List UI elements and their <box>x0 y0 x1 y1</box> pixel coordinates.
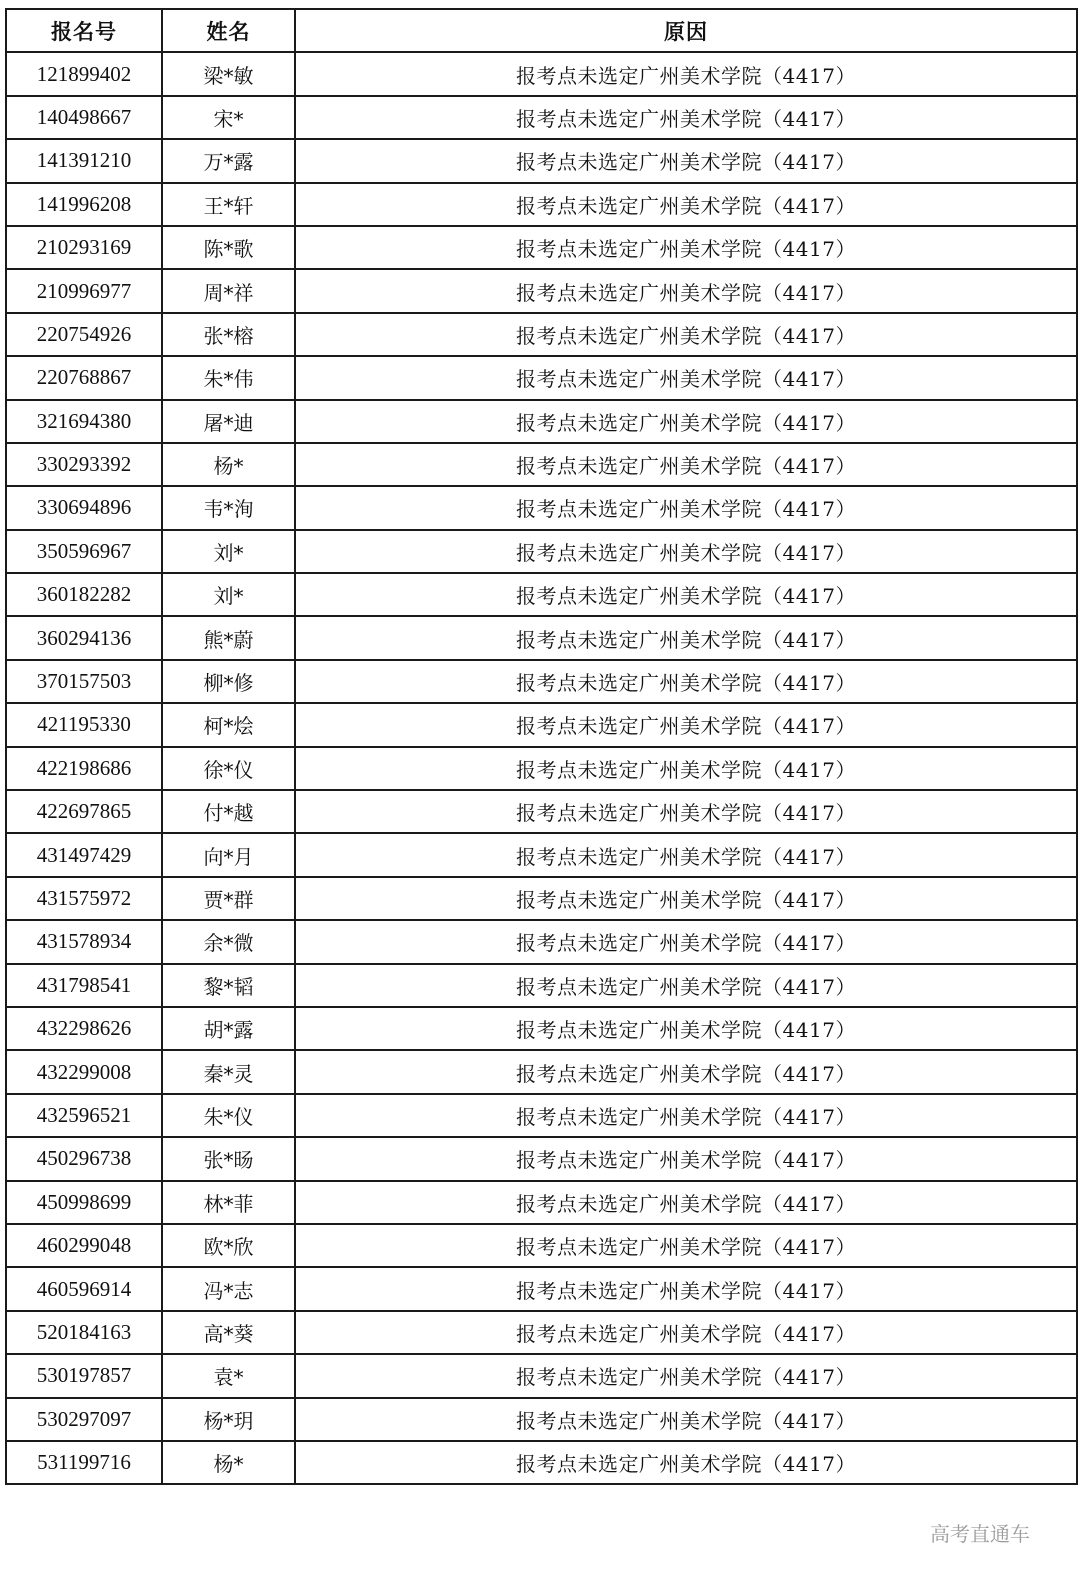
registration-number-cell: 431575972 <box>6 877 162 920</box>
reason-cell: 报考点未选定广州美术学院（4417） <box>295 443 1077 486</box>
reason-cell: 报考点未选定广州美术学院（4417） <box>295 747 1077 790</box>
table-row <box>6 703 1077 746</box>
registration-number-cell: 460299048 <box>6 1224 162 1267</box>
name-cell: 欧*欣 <box>162 1224 295 1267</box>
name-cell: 朱*伟 <box>162 356 295 399</box>
name-cell: 刘* <box>162 530 295 573</box>
reason-cell: 报考点未选定广州美术学院（4417） <box>295 573 1077 616</box>
table-row <box>6 747 1077 790</box>
registration-number-cell: 141996208 <box>6 183 162 226</box>
name-cell: 黎*韬 <box>162 964 295 1007</box>
reason-cell: 报考点未选定广州美术学院（4417） <box>295 1354 1077 1397</box>
registration-number-cell: 432596521 <box>6 1094 162 1137</box>
name-cell: 张*旸 <box>162 1137 295 1180</box>
name-cell: 刘* <box>162 573 295 616</box>
registration-number-cell: 450296738 <box>6 1137 162 1180</box>
name-cell: 梁*敏 <box>162 52 295 95</box>
header-reason: 原因 <box>295 9 1077 52</box>
reason-cell: 报考点未选定广州美术学院（4417） <box>295 1137 1077 1180</box>
registration-number-cell: 330694896 <box>6 486 162 529</box>
name-cell: 冯*志 <box>162 1267 295 1310</box>
name-cell: 陈*歌 <box>162 226 295 269</box>
name-cell: 王*轩 <box>162 183 295 226</box>
table-row <box>6 790 1077 833</box>
table-row <box>6 1441 1077 1484</box>
table-row <box>6 443 1077 486</box>
name-cell: 杨*玥 <box>162 1398 295 1441</box>
table-row <box>6 226 1077 269</box>
registration-number-cell: 141391210 <box>6 139 162 182</box>
reason-cell: 报考点未选定广州美术学院（4417） <box>295 183 1077 226</box>
reason-cell: 报考点未选定广州美术学院（4417） <box>295 833 1077 876</box>
name-cell: 贾*群 <box>162 877 295 920</box>
registration-number-cell: 321694380 <box>6 400 162 443</box>
reason-cell: 报考点未选定广州美术学院（4417） <box>295 616 1077 659</box>
registration-number-cell: 422198686 <box>6 747 162 790</box>
registration-number-cell: 520184163 <box>6 1311 162 1354</box>
reason-cell: 报考点未选定广州美术学院（4417） <box>295 1311 1077 1354</box>
registration-number-cell: 360182282 <box>6 573 162 616</box>
reason-cell: 报考点未选定广州美术学院（4417） <box>295 964 1077 1007</box>
table-row <box>6 530 1077 573</box>
table-row <box>6 1137 1077 1180</box>
table-row <box>6 964 1077 1007</box>
registration-number-cell: 431497429 <box>6 833 162 876</box>
name-cell: 胡*露 <box>162 1007 295 1050</box>
table-row <box>6 356 1077 399</box>
reason-cell: 报考点未选定广州美术学院（4417） <box>295 52 1077 95</box>
name-cell: 韦*洵 <box>162 486 295 529</box>
reason-cell: 报考点未选定广州美术学院（4417） <box>295 1267 1077 1310</box>
registration-number-cell: 460596914 <box>6 1267 162 1310</box>
name-cell: 秦*灵 <box>162 1050 295 1093</box>
table-row <box>6 660 1077 703</box>
table-row <box>6 877 1077 920</box>
table-row <box>6 1007 1077 1050</box>
table-row <box>6 1181 1077 1224</box>
reason-cell: 报考点未选定广州美术学院（4417） <box>295 400 1077 443</box>
table-row <box>6 183 1077 226</box>
name-cell: 屠*迪 <box>162 400 295 443</box>
registration-number-cell: 140498667 <box>6 96 162 139</box>
table-row <box>6 616 1077 659</box>
name-cell: 杨* <box>162 443 295 486</box>
reason-cell: 报考点未选定广州美术学院（4417） <box>295 313 1077 356</box>
table-header <box>6 9 1077 52</box>
reason-cell: 报考点未选定广州美术学院（4417） <box>295 1398 1077 1441</box>
registration-number-cell: 210293169 <box>6 226 162 269</box>
name-cell: 林*菲 <box>162 1181 295 1224</box>
registration-number-cell: 421195330 <box>6 703 162 746</box>
name-cell: 万*露 <box>162 139 295 182</box>
registration-number-cell: 450998699 <box>6 1181 162 1224</box>
table-row <box>6 1354 1077 1397</box>
registration-number-cell: 432299008 <box>6 1050 162 1093</box>
reason-cell: 报考点未选定广州美术学院（4417） <box>295 1441 1077 1484</box>
registration-number-cell: 210996977 <box>6 269 162 312</box>
header-registration-number: 报名号 <box>6 9 162 52</box>
name-cell: 徐*仪 <box>162 747 295 790</box>
table-row <box>6 1094 1077 1137</box>
registration-number-cell: 360294136 <box>6 616 162 659</box>
name-cell: 宋* <box>162 96 295 139</box>
registration-number-cell: 220768867 <box>6 356 162 399</box>
reason-cell: 报考点未选定广州美术学院（4417） <box>295 877 1077 920</box>
name-cell: 周*祥 <box>162 269 295 312</box>
table-row <box>6 139 1077 182</box>
reason-cell: 报考点未选定广州美术学院（4417） <box>295 226 1077 269</box>
name-cell: 朱*仪 <box>162 1094 295 1137</box>
registration-number-cell: 530197857 <box>6 1354 162 1397</box>
name-cell: 余*微 <box>162 920 295 963</box>
reason-cell: 报考点未选定广州美术学院（4417） <box>295 790 1077 833</box>
table-row <box>6 920 1077 963</box>
registration-number-cell: 330293392 <box>6 443 162 486</box>
table-row <box>6 1267 1077 1310</box>
name-cell: 杨* <box>162 1441 295 1484</box>
name-cell: 向*月 <box>162 833 295 876</box>
registration-number-cell: 431798541 <box>6 964 162 1007</box>
name-cell: 付*越 <box>162 790 295 833</box>
table-row <box>6 1311 1077 1354</box>
name-cell: 张*榕 <box>162 313 295 356</box>
registration-number-cell: 370157503 <box>6 660 162 703</box>
name-cell: 柳*修 <box>162 660 295 703</box>
reason-cell: 报考点未选定广州美术学院（4417） <box>295 269 1077 312</box>
header-name: 姓名 <box>162 9 295 52</box>
name-cell: 袁* <box>162 1354 295 1397</box>
reason-cell: 报考点未选定广州美术学院（4417） <box>295 1050 1077 1093</box>
table-row <box>6 52 1077 95</box>
registration-number-cell: 121899402 <box>6 52 162 95</box>
reason-cell: 报考点未选定广州美术学院（4417） <box>295 660 1077 703</box>
reason-cell: 报考点未选定广州美术学院（4417） <box>295 96 1077 139</box>
registration-number-cell: 220754926 <box>6 313 162 356</box>
table-row <box>6 313 1077 356</box>
registration-number-cell: 431578934 <box>6 920 162 963</box>
watermark-text: 高考直通车 <box>930 1522 1030 1546</box>
reason-cell: 报考点未选定广州美术学院（4417） <box>295 530 1077 573</box>
name-cell: 高*葵 <box>162 1311 295 1354</box>
table-row <box>6 573 1077 616</box>
reason-cell: 报考点未选定广州美术学院（4417） <box>295 1224 1077 1267</box>
table-row <box>6 400 1077 443</box>
registration-number-cell: 530297097 <box>6 1398 162 1441</box>
registration-number-cell: 531199716 <box>6 1441 162 1484</box>
rejection-table <box>5 8 1078 1485</box>
name-cell: 柯*烩 <box>162 703 295 746</box>
reason-cell: 报考点未选定广州美术学院（4417） <box>295 1094 1077 1137</box>
reason-cell: 报考点未选定广州美术学院（4417） <box>295 356 1077 399</box>
reason-cell: 报考点未选定广州美术学院（4417） <box>295 703 1077 746</box>
reason-cell: 报考点未选定广州美术学院（4417） <box>295 920 1077 963</box>
table-row <box>6 1398 1077 1441</box>
registration-number-cell: 350596967 <box>6 530 162 573</box>
registration-number-cell: 422697865 <box>6 790 162 833</box>
reason-cell: 报考点未选定广州美术学院（4417） <box>295 1181 1077 1224</box>
table-row <box>6 96 1077 139</box>
table-row <box>6 833 1077 876</box>
table-row <box>6 1224 1077 1267</box>
header-row <box>6 9 1077 52</box>
table-body <box>6 52 1077 1484</box>
table-row <box>6 1050 1077 1093</box>
registration-number-cell: 432298626 <box>6 1007 162 1050</box>
reason-cell: 报考点未选定广州美术学院（4417） <box>295 139 1077 182</box>
name-cell: 熊*蔚 <box>162 616 295 659</box>
table-row <box>6 269 1077 312</box>
table-row <box>6 486 1077 529</box>
reason-cell: 报考点未选定广州美术学院（4417） <box>295 1007 1077 1050</box>
reason-cell: 报考点未选定广州美术学院（4417） <box>295 486 1077 529</box>
